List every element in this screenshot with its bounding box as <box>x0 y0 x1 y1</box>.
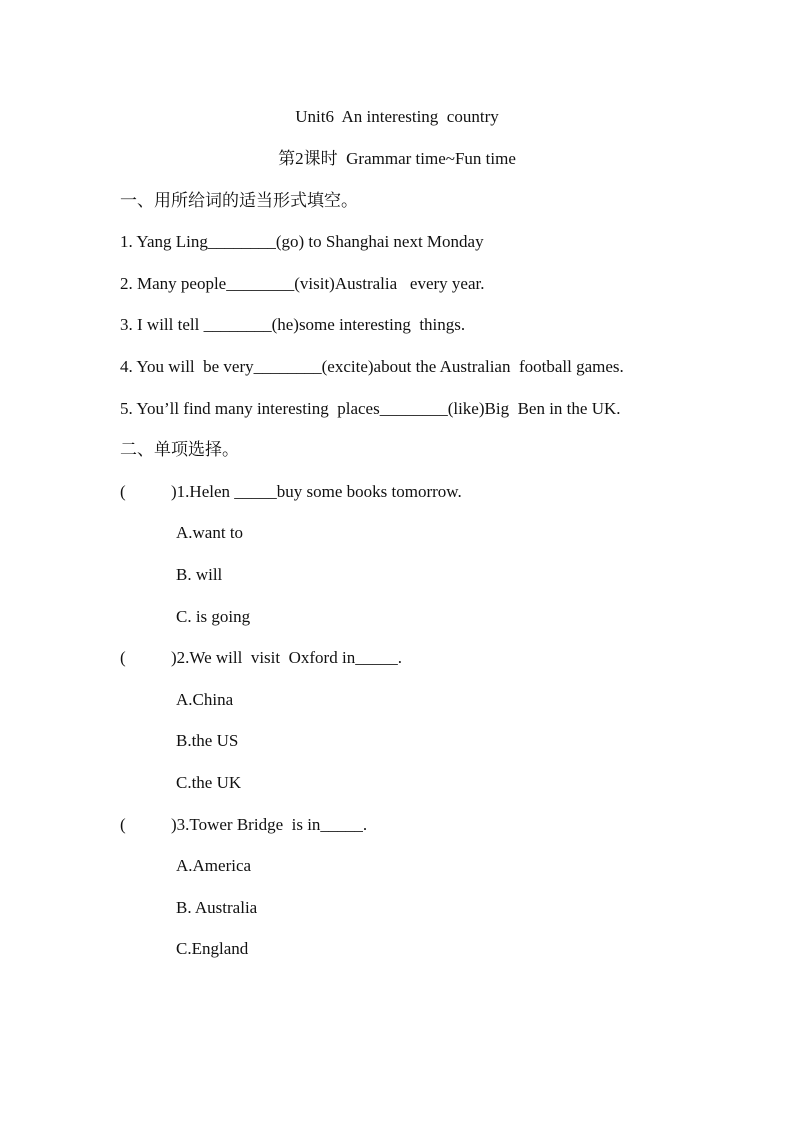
part2-heading: 二、单项选择。 <box>120 440 239 459</box>
lesson-subtitle: 第2课时 Grammar time~Fun time <box>278 149 516 168</box>
fill-blank-question-5: 5. You’ll find many interesting places________(like)Big Ben in the UK. <box>120 399 621 418</box>
option-c: C. is going <box>176 607 251 626</box>
option-a: A.America <box>176 856 252 875</box>
option-b: B. will <box>176 565 223 584</box>
option-a: A.China <box>176 690 234 709</box>
worksheet-title: Unit6 An interesting country <box>295 107 499 126</box>
question-stem: )1.Helen _____buy some books tomorrow. <box>171 482 462 501</box>
fill-blank-question-1: 1. Yang Ling________(go) to Shanghai next Monday <box>120 232 484 251</box>
option-b: B. Australia <box>176 898 258 917</box>
question-stem: )2.We will visit Oxford in_____. <box>171 648 402 667</box>
answer-bracket: ( <box>120 815 126 834</box>
option-b: B.the US <box>176 731 239 750</box>
part1-heading: 一、用所给词的适当形式填空。 <box>120 191 358 210</box>
fill-blank-question-3: 3. I will tell ________(he)some interesting things. <box>120 315 466 334</box>
question-stem: )3.Tower Bridge is in_____. <box>171 815 368 834</box>
answer-bracket: ( <box>120 482 126 501</box>
fill-blank-question-2: 2. Many people________(visit)Australia every year. <box>120 274 485 293</box>
answer-bracket: ( <box>120 648 126 667</box>
option-c: C.England <box>176 939 249 958</box>
fill-blank-question-4: 4. You will be very________(excite)about the Australian football games. <box>120 357 624 376</box>
option-c: C.the UK <box>176 773 242 792</box>
option-a: A.want to <box>176 523 244 542</box>
